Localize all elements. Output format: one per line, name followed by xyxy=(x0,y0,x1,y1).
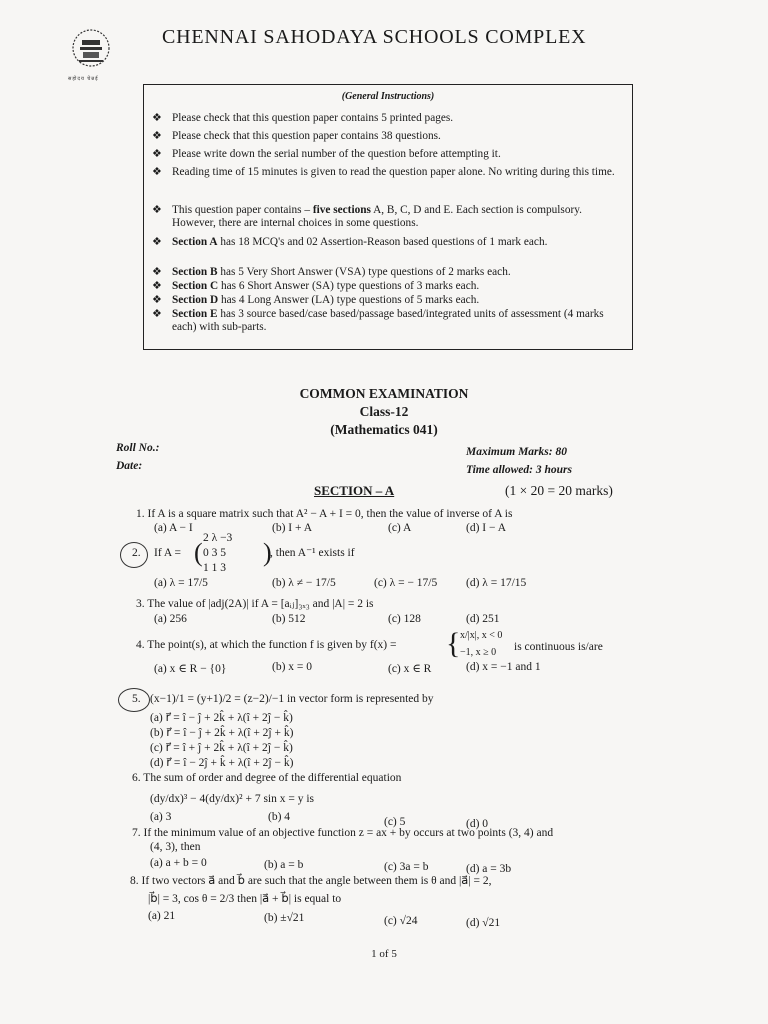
instruction-text: has 5 Very Short Answer (VSA) type questions of 2 marks each. xyxy=(217,266,511,278)
q8-option-b: (b) ±√21 xyxy=(264,912,305,924)
instruction-text: Please check that this question paper contains 5 printed pages. xyxy=(172,112,454,124)
q2-tail: , then A⁻¹ exists if xyxy=(270,547,355,559)
q8-option-a: (a) 21 xyxy=(148,910,176,922)
q1-option-b: (b) I + A xyxy=(272,522,313,534)
bullet-icon: ❖ xyxy=(152,148,162,160)
exam-title: COMMON EXAMINATION xyxy=(299,386,469,401)
instruction-item xyxy=(152,148,620,161)
q3-option-c: (c) 128 xyxy=(388,613,421,625)
matrix-row-1: 2 λ −3 xyxy=(203,532,233,544)
q4-case-1: x/|x|, x < 0 xyxy=(460,630,503,641)
instruction-item xyxy=(152,236,620,249)
question-7-cont: (4, 3), then xyxy=(150,841,201,853)
roll-no-label: Roll No.: xyxy=(116,442,160,454)
q2-option-a: (a) λ = 17/5 xyxy=(154,577,208,589)
q4-lead: 4. The point(s), at which the function f is given by f(x) = xyxy=(136,639,397,651)
date-label: Date: xyxy=(116,460,143,472)
exam-subject: (Mathematics 041) xyxy=(330,422,438,437)
instruction-text: has 3 source based/case based/passage based/integrated units of assessment (4 marks each) with sub-parts. xyxy=(172,308,604,333)
instruction-item xyxy=(152,204,620,230)
question-3: 3. The value of |adj(2A)| if A = [aᵢⱼ]₃ₓ₃ and |A| = 2 is xyxy=(136,598,374,610)
section-marks: (1 × 20 = 20 marks) xyxy=(505,483,613,498)
q7-option-c: (c) 3a = b xyxy=(384,861,429,873)
school-name: CHENNAI SAHODAYA SCHOOLS COMPLEX xyxy=(162,26,587,48)
question-7: 7. If the minimum value of an objective function z = ax + by occurs at two points (3, 4) and xyxy=(132,827,554,839)
general-instructions-box xyxy=(143,84,633,350)
q3-option-a: (a) 256 xyxy=(154,613,187,625)
q7-option-d: (d) a = 3b xyxy=(466,863,512,875)
question-1: 1. If A is a square matrix such that A² − A + I = 0, then the value of inverse of A is xyxy=(136,508,513,520)
matrix-row-3: 1 1 3 xyxy=(203,562,226,574)
bullet-icon: ❖ xyxy=(152,294,162,306)
instruction-item xyxy=(152,266,620,279)
q5-option-b: (b) r⃗ = î − ĵ + 2k̂ + λ(î + 2ĵ + k̂) xyxy=(150,727,294,739)
school-logo-emblem xyxy=(70,28,112,72)
instruction-text: has 6 Short Answer (SA) type questions of 3 marks each. xyxy=(218,280,480,292)
q3-option-d: (d) 251 xyxy=(466,613,500,625)
q5-option-a: (a) r⃗ = î − ĵ + 2k̂ + λ(î + 2ĵ − k̂) xyxy=(150,712,293,724)
q4-option-c: (c) x ∈ R xyxy=(388,663,432,675)
q1-option-d: (d) I − A xyxy=(466,522,507,534)
bullet-icon: ❖ xyxy=(152,130,162,142)
q4-option-a: (a) x ∈ R − {0} xyxy=(154,663,227,675)
instruction-text: Please check that this question paper contains 38 questions. xyxy=(172,130,441,142)
bullet-icon: ❖ xyxy=(152,112,162,124)
q4-case-2: −1, x ≥ 0 xyxy=(460,647,497,658)
instruction-text: A, B, C, D and E. Each section is compulsory. However, there are internal choices in some questions. xyxy=(172,204,582,229)
q2-option-b: (b) λ ≠ − 17/5 xyxy=(272,577,336,589)
bullet-icon: ❖ xyxy=(152,280,162,292)
matrix-right-bracket: ) xyxy=(263,538,272,567)
q2-lead: If A = xyxy=(154,547,181,559)
instruction-text: This question paper contains – xyxy=(172,204,313,216)
instruction-item xyxy=(152,130,620,143)
instruction-bold-text: Section A xyxy=(172,236,218,248)
q2-option-c: (c) λ = − 17/5 xyxy=(374,577,438,589)
instruction-item xyxy=(152,294,620,307)
q6-option-d: (d) 0 xyxy=(466,818,489,830)
matrix-left-bracket: ( xyxy=(194,538,203,567)
q1-option-a: (a) A − I xyxy=(154,522,193,534)
instruction-item xyxy=(152,112,620,125)
matrix-row-2: 0 3 5 xyxy=(203,547,226,559)
q1-option-c: (c) A xyxy=(388,522,412,534)
question-8: 8. If two vectors a⃗ and b⃗ are such that the angle between them is θ and |a⃗| = 2, xyxy=(130,875,492,887)
q8-option-c: (c) √24 xyxy=(384,915,418,927)
q7-option-b: (b) a = b xyxy=(264,859,304,871)
bullet-icon: ❖ xyxy=(152,308,162,320)
q5-option-c: (c) r⃗ = î + ĵ + 2k̂ + λ(î + 2ĵ − k̂) xyxy=(150,742,293,754)
instruction-text: has 4 Long Answer (LA) type questions of 5 marks each. xyxy=(218,294,480,306)
section-title: SECTION – A xyxy=(314,483,395,498)
q5-option-d: (d) r⃗ = î − 2ĵ + k̂ + λ(î + 2ĵ − k̂) xyxy=(150,757,294,769)
question-6: 6. The sum of order and degree of the differential equation xyxy=(132,772,402,784)
bullet-icon: ❖ xyxy=(152,166,162,178)
page-number: 1 of 5 xyxy=(371,948,397,960)
instruction-bold-text: Section E xyxy=(172,308,218,320)
q6-option-b: (b) 4 xyxy=(268,811,291,823)
instructions-title: (General Instructions) xyxy=(341,91,435,102)
q6-equation: (dy/dx)³ − 4(dy/dx)² + 7 sin x = y is xyxy=(150,793,315,805)
q6-option-c: (c) 5 xyxy=(384,816,406,828)
q4-tail: is continuous is/are xyxy=(514,641,603,653)
q2-number: 2. xyxy=(132,547,141,559)
instruction-item xyxy=(152,308,620,334)
instruction-bold-text: Section D xyxy=(172,294,219,306)
bullet-icon: ❖ xyxy=(152,236,162,248)
instruction-text: Reading time of 15 minutes is given to read the question paper alone. No writing during this time. xyxy=(172,166,615,178)
time-allowed: Time allowed: 3 hours xyxy=(466,464,572,476)
q4-option-d: (d) x = −1 and 1 xyxy=(466,661,541,673)
maximum-marks: Maximum Marks: 80 xyxy=(466,446,567,458)
instruction-bold-text: Section C xyxy=(172,280,219,292)
q8-option-d: (d) √21 xyxy=(466,917,501,929)
q4-option-b: (b) x = 0 xyxy=(272,661,313,673)
bullet-icon: ❖ xyxy=(152,266,162,278)
exam-class: Class-12 xyxy=(359,404,409,419)
bullet-icon: ❖ xyxy=(152,204,162,216)
q7-option-a: (a) a + b = 0 xyxy=(150,857,207,869)
q5-number: 5. xyxy=(132,693,141,705)
instruction-item xyxy=(152,166,620,179)
q6-option-a: (a) 3 xyxy=(150,811,172,823)
instruction-bold-text: five sections xyxy=(312,204,371,216)
piecewise-brace: { xyxy=(446,627,461,660)
question-8-cont: |b⃗| = 3, cos θ = 2/3 then |a⃗ + b⃗| is equal to xyxy=(148,893,342,905)
instruction-text: has 18 MCQ's and 02 Assertion-Reason based questions of 1 mark each. xyxy=(217,236,548,248)
q2-option-d: (d) λ = 17/15 xyxy=(466,577,527,589)
instruction-text: Please write down the serial number of the question before attempting it. xyxy=(172,148,501,160)
logo-caption: सहोदय चेन्नई xyxy=(68,77,99,82)
instruction-item xyxy=(152,280,620,293)
q3-option-b: (b) 512 xyxy=(272,613,306,625)
q5-text: (x−1)/1 = (y+1)/2 = (z−2)/−1 in vector form is represented by xyxy=(150,693,434,705)
instruction-bold-text: Section B xyxy=(172,266,218,278)
